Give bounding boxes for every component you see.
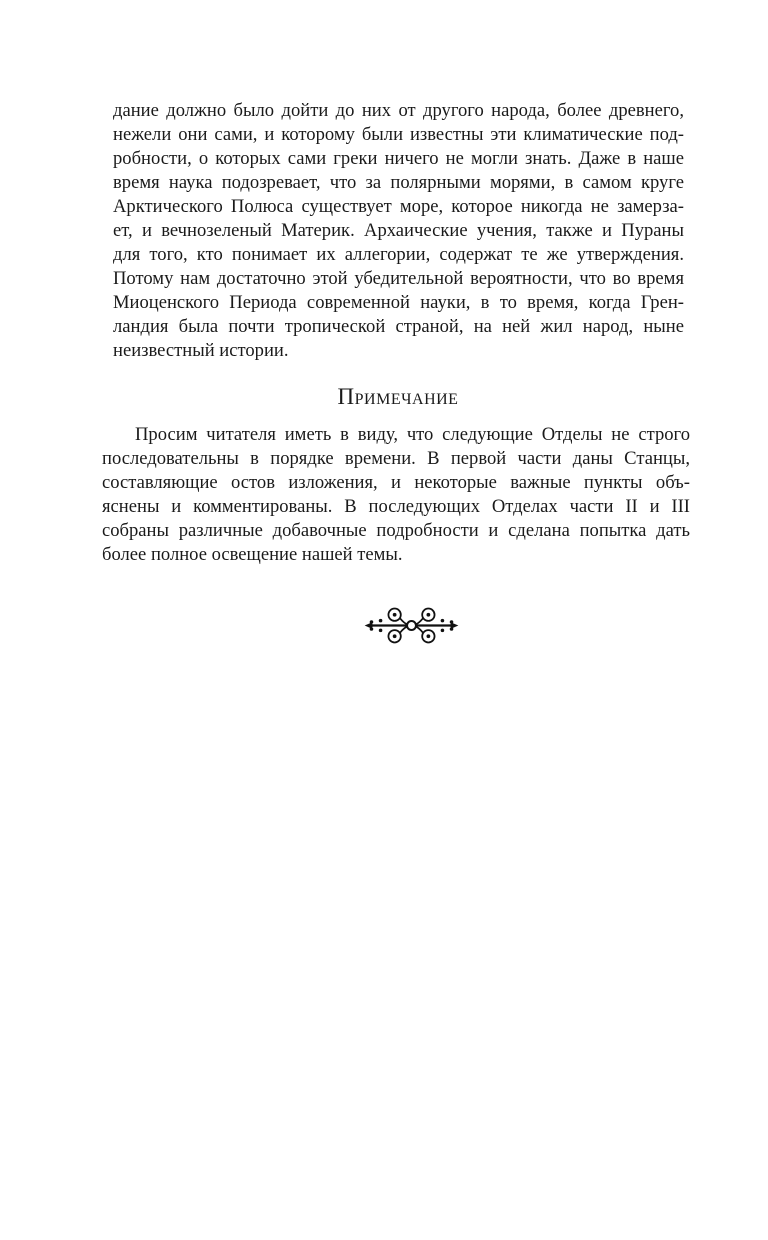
text-line: ландия была почти тропической страной, на ней жил народ, ныне <box>113 316 684 337</box>
note-heading: Примечание <box>337 384 459 409</box>
text-line: Просим читателя иметь в виду, что следующие Отделы не строго <box>135 424 690 445</box>
text-line: дание должно было дойти до них от другого народа, более древнего, <box>113 100 684 121</box>
text-line: Миоценского Периода современной науки, в то время, когда Грен- <box>113 292 684 313</box>
text-line: более полное освещение нашей темы. <box>102 544 403 565</box>
text-line: собраны различные добавочные подробности и сделана попытка дать <box>102 520 690 541</box>
text-line: ет, и вечнозеленый Материк. Архаические учения, также и Пураны <box>113 220 684 241</box>
text-line: время наука подозревает, что за полярными морями, в самом круге <box>113 172 684 193</box>
paragraph-1 <box>113 99 684 363</box>
text-line: для того, кто понимает их аллегории, содержат те же утверждения. <box>113 244 684 265</box>
text-line: последовательны в порядке времени. В первой части даны Станцы, <box>102 448 690 469</box>
text-line: составляющие остов изложения, и некоторые важные пункты объ- <box>102 472 690 493</box>
text-line: Арктического Полюса существует море, которое никогда не замерза- <box>113 196 684 217</box>
text-line: нежели они сами, и которому были известны эти климатические под- <box>113 124 684 145</box>
floral-divider-icon <box>364 603 459 648</box>
text-line: Потому нам достаточно этой убедительной вероятности, что во время <box>113 268 684 289</box>
text-line: робности, о которых сами греки ничего не могли знать. Даже в наше <box>113 148 684 169</box>
text-line: яснены и комментированы. В последующих Отделах части II и III <box>102 496 690 517</box>
text-line: неизвестный истории. <box>113 340 289 361</box>
paragraph-2 <box>102 423 690 567</box>
